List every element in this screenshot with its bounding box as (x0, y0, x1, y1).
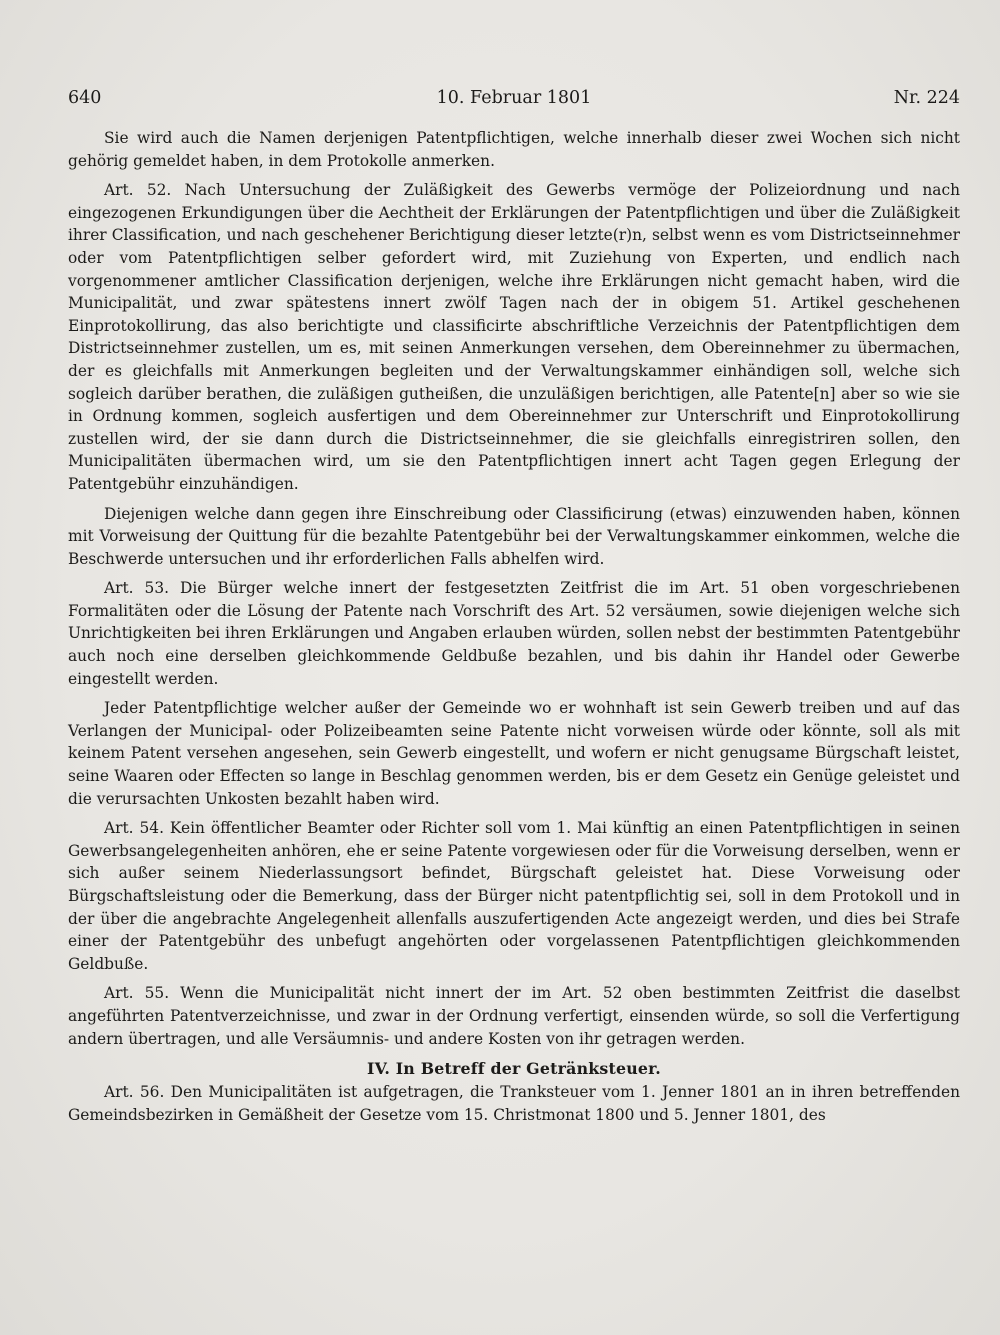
document-number: Nr. 224 (893, 88, 960, 108)
section-heading: IV. In Betreff der Getränksteuer. (367, 1059, 661, 1079)
page-number: 640 (68, 88, 102, 108)
paragraph-art-53: Art. 53. Die Bürger welche innert der festgesetzten Zeitfrist die im Art. 51 oben vorgeschriebenen Formalitäten oder die Lösung der Patente nach Vorschrift des Art. 52 versäumen, sowie diejenigen welche sich Unrichtigkeiten bei ihren Erklärungen und Angaben erlauben würden, sollen nebst der bestimmten Patentgebühr auch noch eine derselben gleichkommende Geldbuße bezahlen, und bis dahin ihr Handel oder Gewerbe eingestellt werden. (68, 579, 960, 688)
body-text (68, 127, 960, 1133)
header-date: 10. Februar 1801 (436, 88, 592, 108)
paragraph-art-56: Art. 56. Den Municipalitäten ist aufgetragen, die Tranksteuer vom 1. Jenner 1801 an in ihren betreffenden Gemeindsbezirken in Gemäßheit der Gesetze vom 15. Christmonat 1800 und 5. Jenner 1801, des (68, 1083, 960, 1124)
paragraph-patent-holders: Jeder Patentpflichtige welcher außer der Gemeinde wo er wohnhaft ist sein Gewerb treiben und auf das Verlangen der Municipal- oder Polizeibeamten seine Patente nicht vorweisen würde oder könnte, soll als mit keinem Patent versehen angesehen, sein Gewerb eingestellt, und wofern er nicht genugsame Bürgschaft leistet, seine Waaren oder Effecten so lange in Beschlag genommen werden, bis er dem Gesetz ein Genüge geleistet und die verursachten Unkosten bezahlt haben wird. (68, 699, 960, 808)
paragraph-art-52: Art. 52. Nach Untersuchung der Zuläßigkeit des Gewerbs vermöge der Polizeiordnung und nach eingezogenen Erkundigungen über die Aechtheit der Erklärungen der Patentpflichtigen und über die Zuläßigkeit ihrer Classification, und nach geschehener Berichtigung dieser letzte(r)n, selbst wenn es vom Districtseinnehmer oder vom Patentpflichtigen selber gefordert wird, mit Zuziehung von Experten, und endlich nach vorgenommener amtlicher Classification derjenigen, welche ihre Erklärungen nicht gemacht haben, wird die Municipalität, und zwar spätestens innert zwölf Tagen nach der in obigem 51. Artikel geschehenen Einprotokollirung, das also berichtigte und classificirte abschriftliche Verzeichnis der Patentpflichtigen dem Districtseinnehmer zustellen, um es, mit seinen Anmerkungen versehen, dem Obereinnehmer zu übermachen, der es gleichfalls mit Anmerkungen begleiten und der Verwaltungskammer einhändigen soll, welche sich sogleich darüber berathen, die zuläßigen gutheißen, die unzuläßigen berichtigen, alle Patente[n] aber so wie sie in Ordnung kommen, sogleich ausfertigen und dem Obereinnehmer zur Unterschrift und Einprotokollirung zustellen wird, der sie dann durch die Districtseinnehmer, die sie gleichfalls einregistriren sollen, den Municipalitäten übermachen wird, um sie den Patentpflichtigen innert acht Tagen gegen Erlegung der Patentgebühr einzuhändigen. (68, 181, 960, 493)
paragraph-art-55: Art. 55. Wenn die Municipalität nicht innert der im Art. 52 oben bestimmten Zeitfrist die daselbst angeführten Patentverzeichnisse, und zwar in der Ordnung verfertigt, einsenden würde, so soll die Verfertigung andern übertragen, und alle Versäumnis- und andere Kosten von ihr getragen werden. (68, 984, 960, 1048)
paragraph-protocol-note: Sie wird auch die Namen derjenigen Patentpflichtigen, welche innerhalb dieser zwei Wochen sich nicht gehörig gemeldet haben, in dem Protokolle anmerken. (68, 129, 960, 170)
running-header (68, 86, 960, 110)
paragraph-objections: Diejenigen welche dann gegen ihre Einschreibung oder Classificirung (etwas) einzuwenden haben, können mit Vorweisung der Quittung für die bezahlte Patentgebühr bei der Verwaltungskammer einkommen, welche die Beschwerde untersuchen und ihr erforderlichen Falls abhelfen wird. (68, 504, 960, 568)
paragraph-art-54: Art. 54. Kein öffentlicher Beamter oder Richter soll vom 1. Mai künftig an einen Patentpflichtigen in seinen Gewerbsangelegenheiten anhören, ehe er seine Patente vorgewiesen oder für die Vorweisung derselben, wenn er sich außer seinem Niederlassungsort befindet, Bürgschaft geleistet hat. Diese Vorweisung oder Bürgschaftsleistung oder die Bemerkung, dass der Bürger nicht patentpflichtig sei, soll in dem Protokoll und in der über die angebrachte Angelegenheit allenfalls auszufertigenden Acte angezeigt werden, und dies bei Strafe einer der Patentgebühr des unbefugt angehörten oder vorgelassenen Patentpflichtigen gleichkommenden Geldbuße. (68, 819, 960, 973)
